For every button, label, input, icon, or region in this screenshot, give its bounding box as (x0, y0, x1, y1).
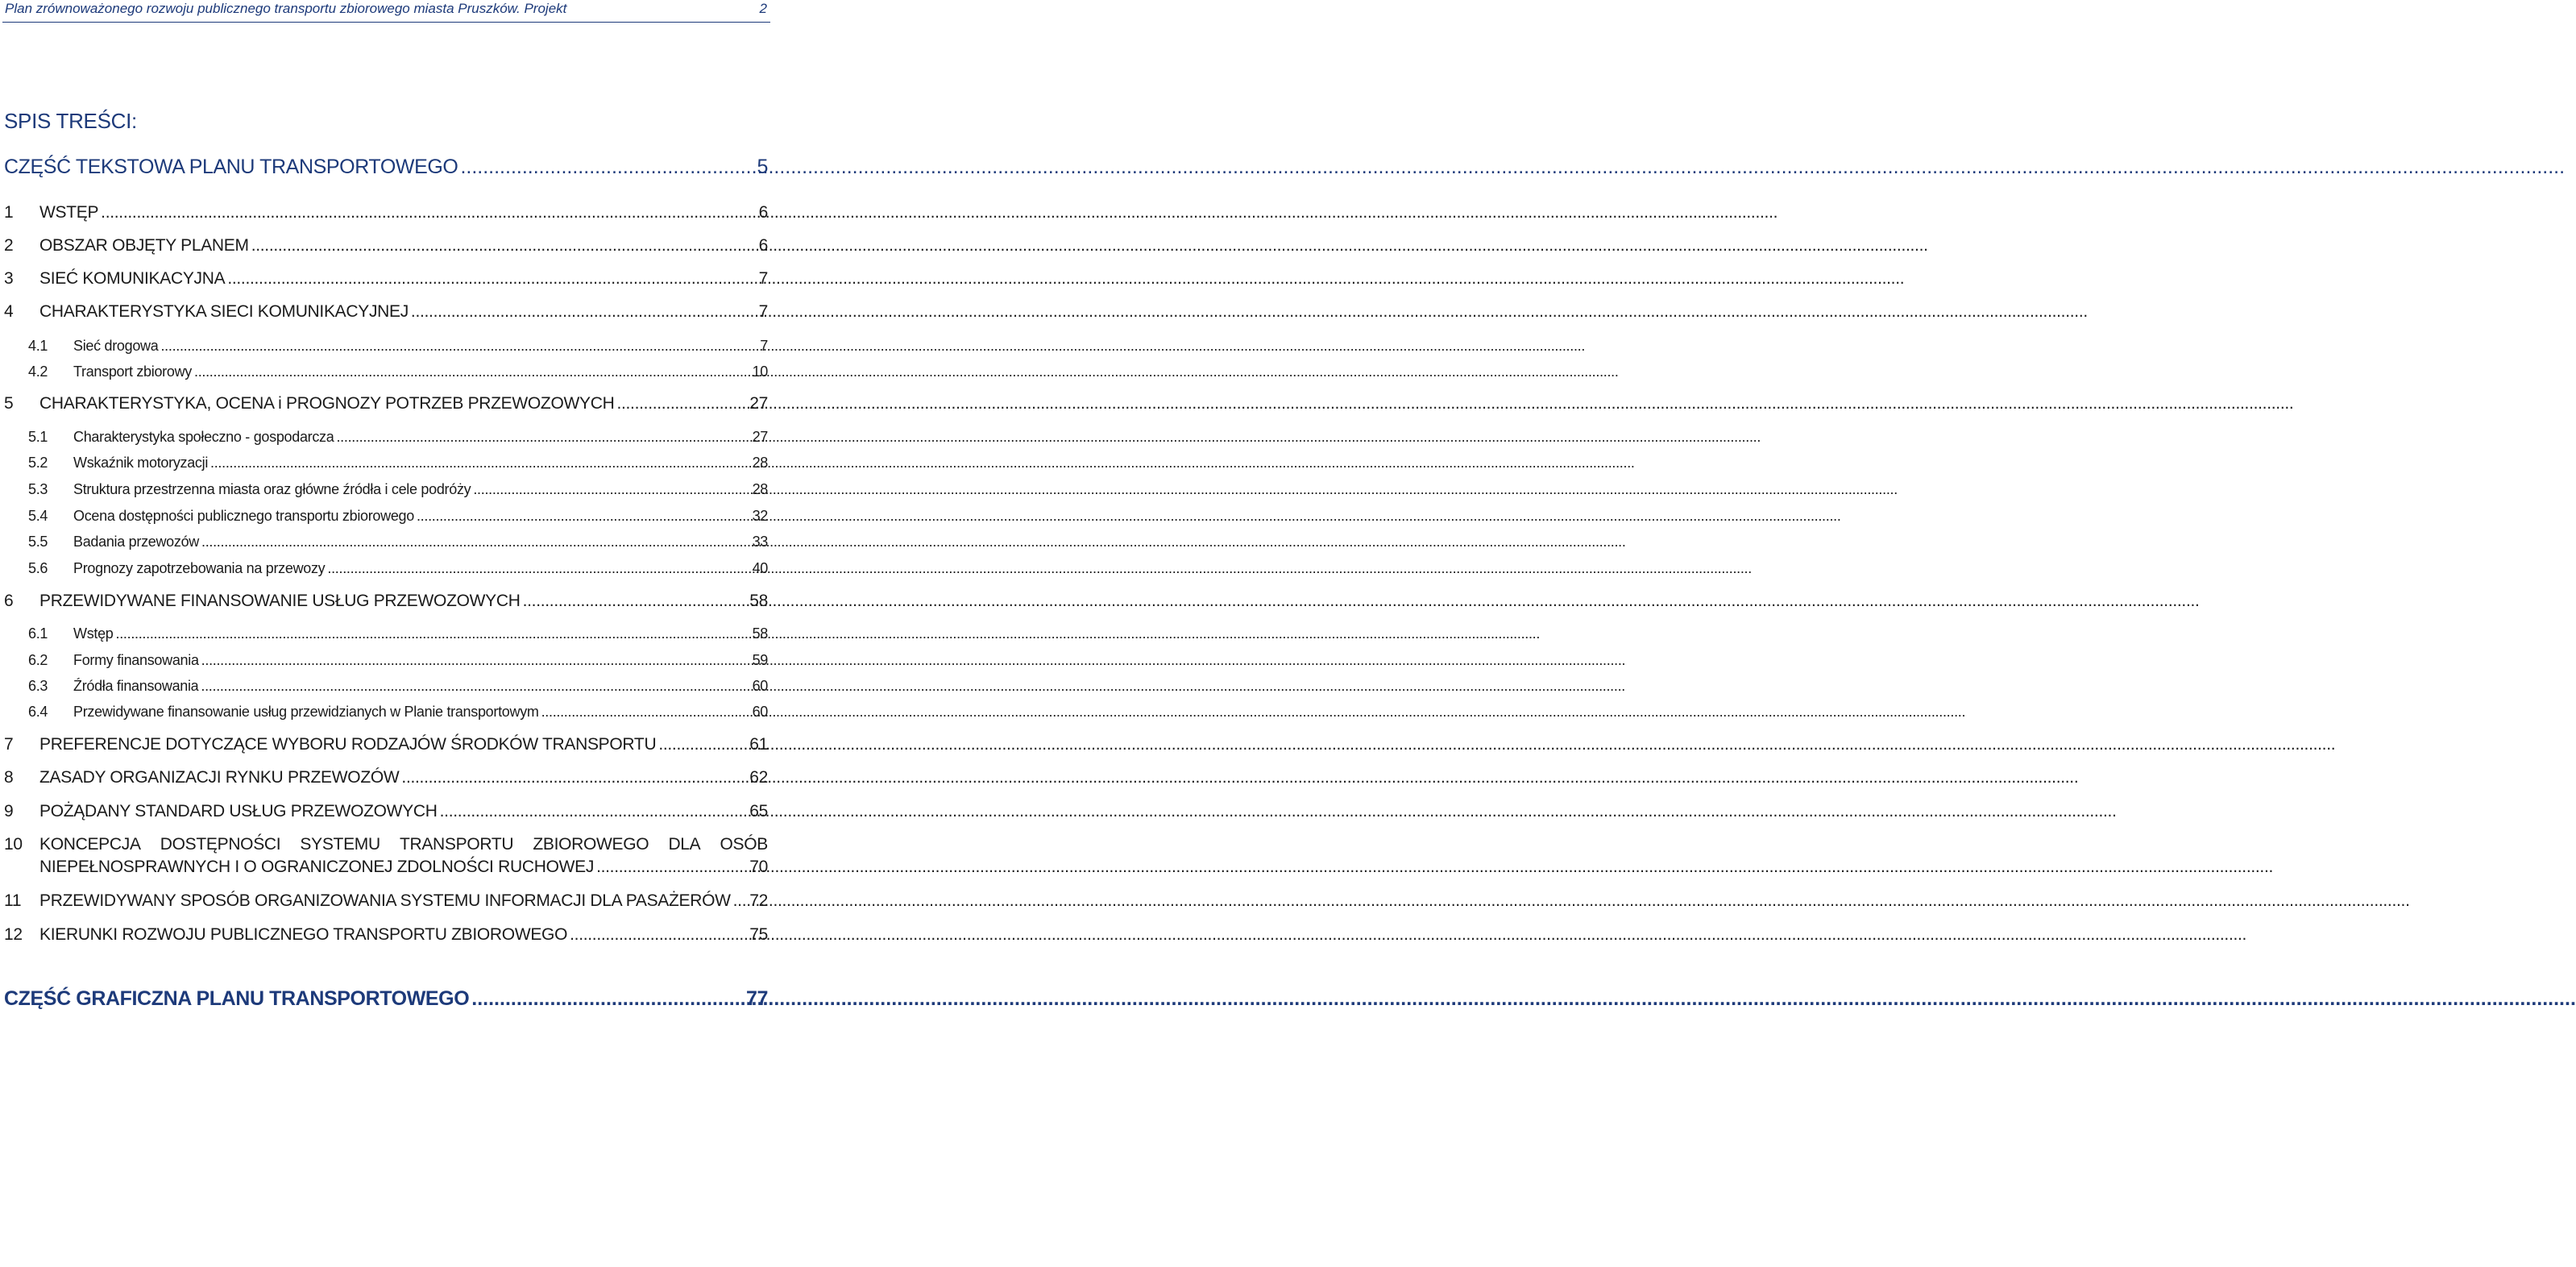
leader-dots (194, 363, 750, 380)
toc-heading: SPIS TREŚCI: (4, 109, 137, 133)
toc-entry-title: Badania przewozów (73, 534, 199, 550)
toc-entry-6[interactable] (4, 592, 768, 611)
leader-dots (201, 678, 749, 695)
title-word: ZBIOROWEGO (533, 835, 649, 854)
toc-entry-6-1[interactable] (4, 625, 768, 642)
toc-entry-page: 58 (749, 592, 768, 610)
title-word: OSÓB (720, 835, 768, 854)
toc-entry-page: 60 (752, 704, 768, 720)
toc-entry-5-4[interactable] (4, 508, 768, 525)
toc-entry-number: 5.2 (28, 455, 48, 471)
title-word: DLA (668, 835, 701, 854)
title-word: KONCEPCJA (39, 835, 141, 854)
toc-entry-number: 4 (4, 302, 14, 321)
toc-entry-title: Prognozy zapotrzebowania na przewozy (73, 560, 326, 576)
toc-entry-title: ZASADY ORGANIZACJI RYNKU PRZEWOZÓW (39, 768, 400, 787)
leader-dots (160, 338, 757, 355)
toc-entry-page: 32 (752, 508, 768, 524)
toc-entry-number: 5.3 (28, 481, 48, 497)
leader-dots (327, 560, 749, 577)
toc-entry-page: 28 (752, 455, 768, 471)
toc-entry-page: 7 (760, 338, 768, 354)
toc-entry-9[interactable] (4, 802, 768, 821)
leader-dots (570, 925, 747, 945)
toc-entry-page: 5 (757, 156, 768, 178)
toc-entry-page: 40 (752, 560, 768, 576)
leader-dots (251, 236, 757, 255)
toc-entry-number: 12 (4, 925, 23, 944)
toc-part-graphic[interactable] (4, 987, 768, 1011)
leader-dots (658, 735, 747, 754)
toc-entry-number: 6.2 (28, 652, 48, 668)
toc-entry-title: Źródła finansowania (73, 678, 199, 694)
toc-entry-title: CZĘŚĆ TEKSTOWA PLANU TRANSPORTOWEGO (4, 156, 458, 178)
toc-entry-number: 4.2 (28, 363, 48, 380)
toc-entry-2[interactable] (4, 236, 768, 255)
toc-entry-number: 6.3 (28, 678, 48, 694)
toc-entry-page: 62 (749, 768, 768, 787)
toc-entry-title: PRZEWIDYWANY SPOSÓB ORGANIZOWANIA SYSTEMU INFORMACJI DLA PASAŻERÓW (39, 891, 731, 910)
toc-entry-title: Transport zbiorowy (73, 363, 192, 380)
toc-entry-number: 4.1 (28, 338, 48, 354)
toc-entry-7[interactable] (4, 735, 768, 754)
toc-entry-title: CZĘŚĆ GRAFICZNA PLANU TRANSPORTOWEGO (4, 987, 470, 1010)
leader-dots (471, 987, 744, 1011)
toc-entry-number: 2 (4, 236, 14, 255)
leader-dots (101, 203, 756, 222)
header-page-number: 2 (759, 1, 767, 16)
toc-entry-page: 65 (749, 802, 768, 820)
leader-dots (336, 429, 749, 446)
toc-entry-page: 7 (758, 269, 768, 288)
toc-entry-page: 58 (752, 625, 768, 642)
toc-entry-3[interactable] (4, 269, 768, 289)
title-word: SYSTEMU (300, 835, 380, 854)
toc-entry-page: 10 (752, 363, 768, 380)
toc-entry-1[interactable] (4, 203, 768, 222)
leader-dots (523, 592, 748, 611)
toc-entry-page: 7 (758, 302, 768, 321)
leader-dots (616, 394, 747, 413)
toc-entry-page: 27 (749, 394, 768, 413)
leader-dots (401, 768, 747, 787)
toc-entry-page: 33 (752, 534, 768, 550)
toc-entry-number: 6 (4, 592, 14, 610)
leader-dots (440, 802, 748, 821)
toc-entry-5-3[interactable] (4, 481, 768, 498)
toc-entry-title: PRZEWIDYWANE FINANSOWANIE USŁUG PRZEWOZOWYCH (39, 592, 521, 610)
toc-entry-4[interactable] (4, 302, 768, 322)
toc-entry-title: WSTĘP (39, 203, 99, 222)
toc-entry-title: CHARAKTERYSTYKA, OCENA i PROGNOZY POTRZEB PRZEWOZOWYCH (39, 394, 615, 413)
toc-entry-number: 3 (4, 269, 14, 288)
leader-dots (210, 455, 750, 471)
toc-entry-number: 11 (4, 891, 22, 910)
toc-entry-number: 7 (4, 735, 14, 754)
toc-entry-title: Przewidywane finansowanie usług przewidzianych w Planie transportowym (73, 704, 539, 720)
toc-entry-title: OBSZAR OBJĘTY PLANEM (39, 236, 249, 255)
leader-dots (733, 891, 748, 911)
toc-entry-page: 6 (758, 236, 768, 255)
toc-entry-5[interactable] (4, 394, 768, 413)
toc-entry-title: KIERUNKI ROZWOJU PUBLICZNEGO TRANSPORTU ZBIOROWEGO (39, 925, 568, 944)
toc-entry-number: 5.4 (28, 508, 48, 524)
leader-dots (227, 269, 756, 289)
toc-entry-title: Charakterystyka społeczno - gospodarcza (73, 429, 334, 445)
toc-entry-page: 60 (752, 678, 768, 694)
toc-entry-11[interactable] (4, 891, 768, 911)
leader-dots (473, 481, 749, 498)
toc-entry-6-4[interactable] (4, 704, 768, 721)
toc-entry-10[interactable] (4, 835, 768, 883)
toc-entry-number: 6.4 (28, 704, 48, 720)
toc-entry-5-6[interactable] (4, 560, 768, 577)
toc-entry-5-5[interactable] (4, 534, 768, 550)
leader-dots (116, 625, 750, 642)
toc-entry-8[interactable] (4, 768, 768, 787)
page-header (5, 0, 767, 18)
toc-entry-title: Struktura przestrzenna miasta oraz główne źródła i cele podróży (73, 481, 471, 497)
toc-entry-number: 5.5 (28, 534, 48, 550)
leader-dots (460, 156, 754, 179)
toc-entry-4-1[interactable] (4, 338, 768, 355)
leader-dots (541, 704, 750, 721)
toc-entry-number: 6.1 (28, 625, 48, 642)
toc-entry-page: 75 (749, 925, 768, 944)
toc-entry-number: 5.1 (28, 429, 48, 445)
toc-entry-title: NIEPEŁNOSPRAWNYCH I O OGRANICZONEJ ZDOLNOŚCI RUCHOWEJ (39, 858, 595, 876)
toc-entry-number: 8 (4, 768, 14, 787)
toc-entry-5-2[interactable] (4, 455, 768, 471)
toc-entry-title: SIEĆ KOMUNIKACYJNA (39, 269, 226, 288)
toc-entry-12[interactable] (4, 925, 768, 945)
toc-entry-page: 59 (752, 652, 768, 668)
title-word: TRANSPORTU (399, 835, 514, 854)
toc-entry-title: Sieć drogowa (73, 338, 159, 354)
toc-entry-title: Wstęp (73, 625, 114, 642)
title-word: DOSTĘPNOŚCI (160, 835, 281, 854)
toc-entry-number: 10 (4, 835, 23, 854)
toc-entry-page: 77 (745, 987, 768, 1010)
leader-dots (201, 652, 750, 669)
toc-entry-page: 28 (752, 481, 768, 497)
document-page (0, 0, 774, 1267)
toc-entry-title-line-2 (39, 858, 768, 877)
toc-entry-6-3[interactable] (4, 678, 768, 695)
leader-dots (411, 302, 757, 322)
toc-entry-title: Ocena dostępności publicznego transportu zbiorowego (73, 508, 414, 524)
toc-entry-number: 5.6 (28, 560, 48, 576)
toc-entry-page: 27 (752, 429, 768, 445)
toc-entry-title-line-1 (39, 835, 768, 854)
header-divider (2, 22, 770, 23)
toc-entry-page: 6 (758, 203, 768, 222)
toc-entry-page: 70 (749, 858, 768, 876)
toc-entry-4-2[interactable] (4, 363, 768, 380)
toc-entry-page: 61 (749, 735, 768, 754)
toc-entry-title: CHARAKTERYSTYKA SIECI KOMUNIKACYJNEJ (39, 302, 409, 321)
header-title: Plan zrównoważonego rozwoju publicznego transportu zbiorowego miasta Pruszków. Projekt (5, 1, 567, 16)
toc-entry-number: 9 (4, 802, 14, 820)
leader-dots (201, 534, 750, 550)
leader-dots (596, 858, 747, 877)
toc-entry-number: 5 (4, 394, 14, 413)
toc-entry-title: Wskaźnik motoryzacji (73, 455, 209, 471)
toc-entry-title: PREFERENCJE DOTYCZĄCE WYBORU RODZAJÓW ŚRODKÓW TRANSPORTU (39, 735, 657, 754)
toc-entry-page: 72 (749, 891, 768, 910)
toc-part-text[interactable] (4, 156, 768, 179)
toc-entry-title: POŻĄDANY STANDARD USŁUG PRZEWOZOWYCH (39, 802, 438, 820)
toc-entry-5-1[interactable] (4, 429, 768, 446)
toc-entry-title: Formy finansowania (73, 652, 199, 668)
toc-entry-number: 1 (4, 203, 14, 222)
toc-entry-6-2[interactable] (4, 652, 768, 669)
leader-dots (417, 508, 750, 525)
